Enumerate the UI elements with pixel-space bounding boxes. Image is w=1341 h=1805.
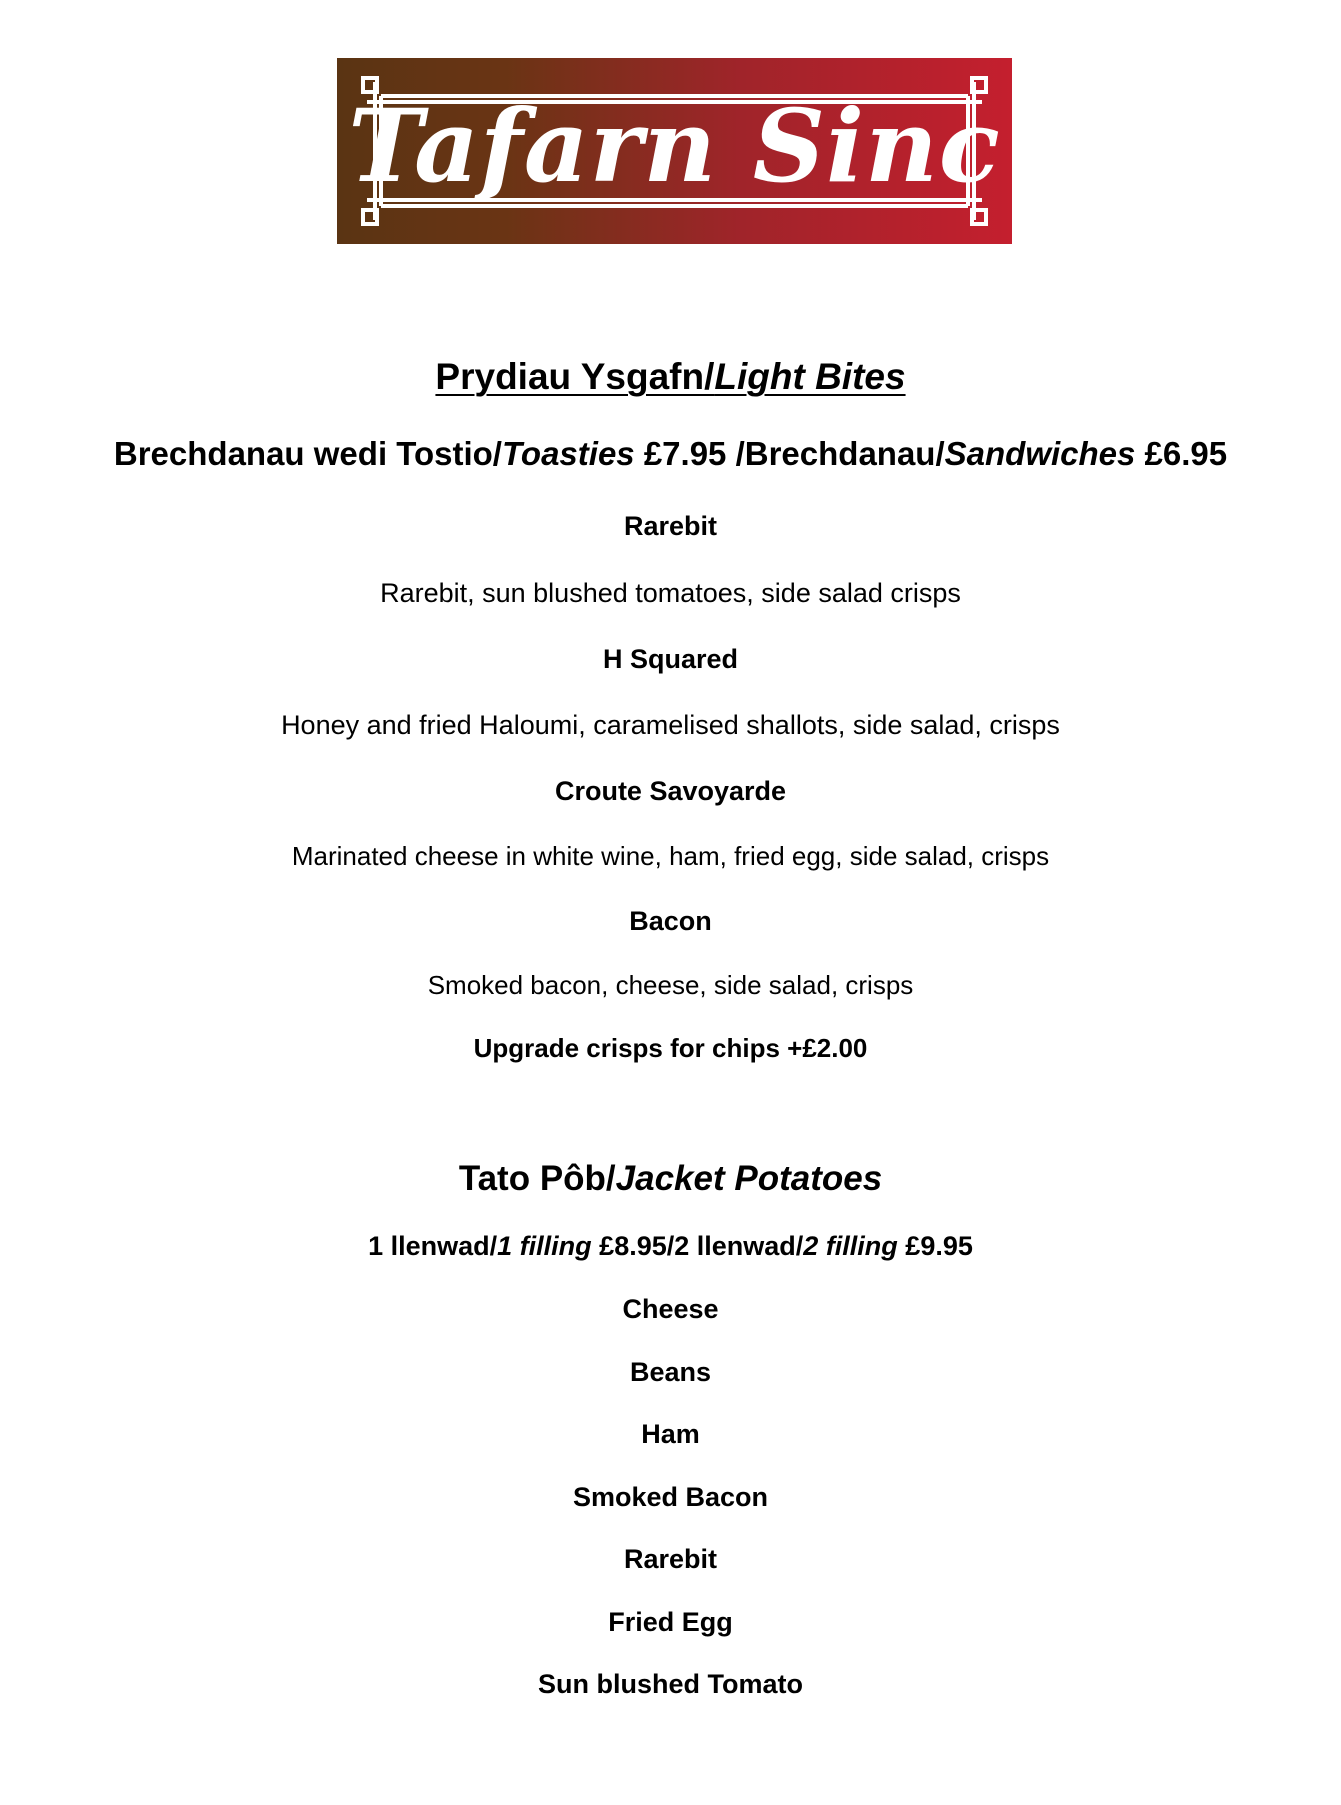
light-bites-title-english: Light Bites	[714, 356, 906, 397]
menu-item-name: Croute Savoyarde	[554, 776, 787, 806]
light-bites-heading	[0, 352, 1341, 402]
filling-item: Fried Egg	[608, 1607, 733, 1637]
one-filling-welsh: 1 llenwad/	[368, 1231, 498, 1261]
two-filling-price: £9.95	[897, 1231, 973, 1261]
filling-item: Rarebit	[623, 1544, 718, 1574]
filling-item: Beans	[629, 1357, 712, 1387]
logo-text: Tafarn Sinc	[348, 87, 1001, 205]
jacket-title-english: Jacket Potatoes	[615, 1159, 883, 1198]
light-bites-title-welsh: Prydiau Ysgafn/	[435, 356, 715, 397]
filling-item: Sun blushed Tomato	[538, 1669, 803, 1699]
sandwiches-price: £6.95	[1135, 435, 1228, 472]
menu-item-description: Smoked bacon, cheese, side salad, crisps	[427, 970, 914, 1000]
jacket-pricing	[0, 1228, 1341, 1264]
toasties-english-label: Toasties	[501, 435, 635, 472]
jacket-title-welsh: Tato Pôb/	[458, 1159, 616, 1198]
filling-item: Smoked Bacon	[572, 1482, 769, 1512]
two-filling-english: 2 filling	[803, 1231, 898, 1261]
upgrade-note: Upgrade crisps for chips +£2.00	[473, 1033, 868, 1063]
toasties-welsh-label: Brechdanau wedi Tostio/	[113, 435, 502, 472]
jacket-potatoes-heading	[0, 1155, 1341, 1203]
filling-item: Ham	[641, 1419, 700, 1449]
menu-item-name: Rarebit	[623, 511, 718, 541]
sandwich-prices	[0, 431, 1341, 477]
tafarn-sinc-logo	[337, 58, 1012, 244]
one-filling-english: 1 filling	[497, 1231, 592, 1261]
filling-item: Cheese	[622, 1294, 719, 1324]
sandwiches-english-label: Sandwiches	[944, 435, 1136, 472]
menu-item-name: H Squared	[602, 644, 739, 674]
menu-item-name: Bacon	[629, 906, 712, 936]
toasties-price: £7.95 /Brechdanau/	[634, 435, 945, 472]
menu-item-description: Honey and fried Haloumi, caramelised shallots, side salad, crisps	[281, 710, 1060, 740]
menu-item-description: Rarebit, sun blushed tomatoes, side salad crisps	[380, 578, 961, 608]
menu-item-description: Marinated cheese in white wine, ham, fried egg, side salad, crisps	[291, 841, 1050, 871]
one-filling-price: £8.95/2 llenwad/	[591, 1231, 804, 1261]
